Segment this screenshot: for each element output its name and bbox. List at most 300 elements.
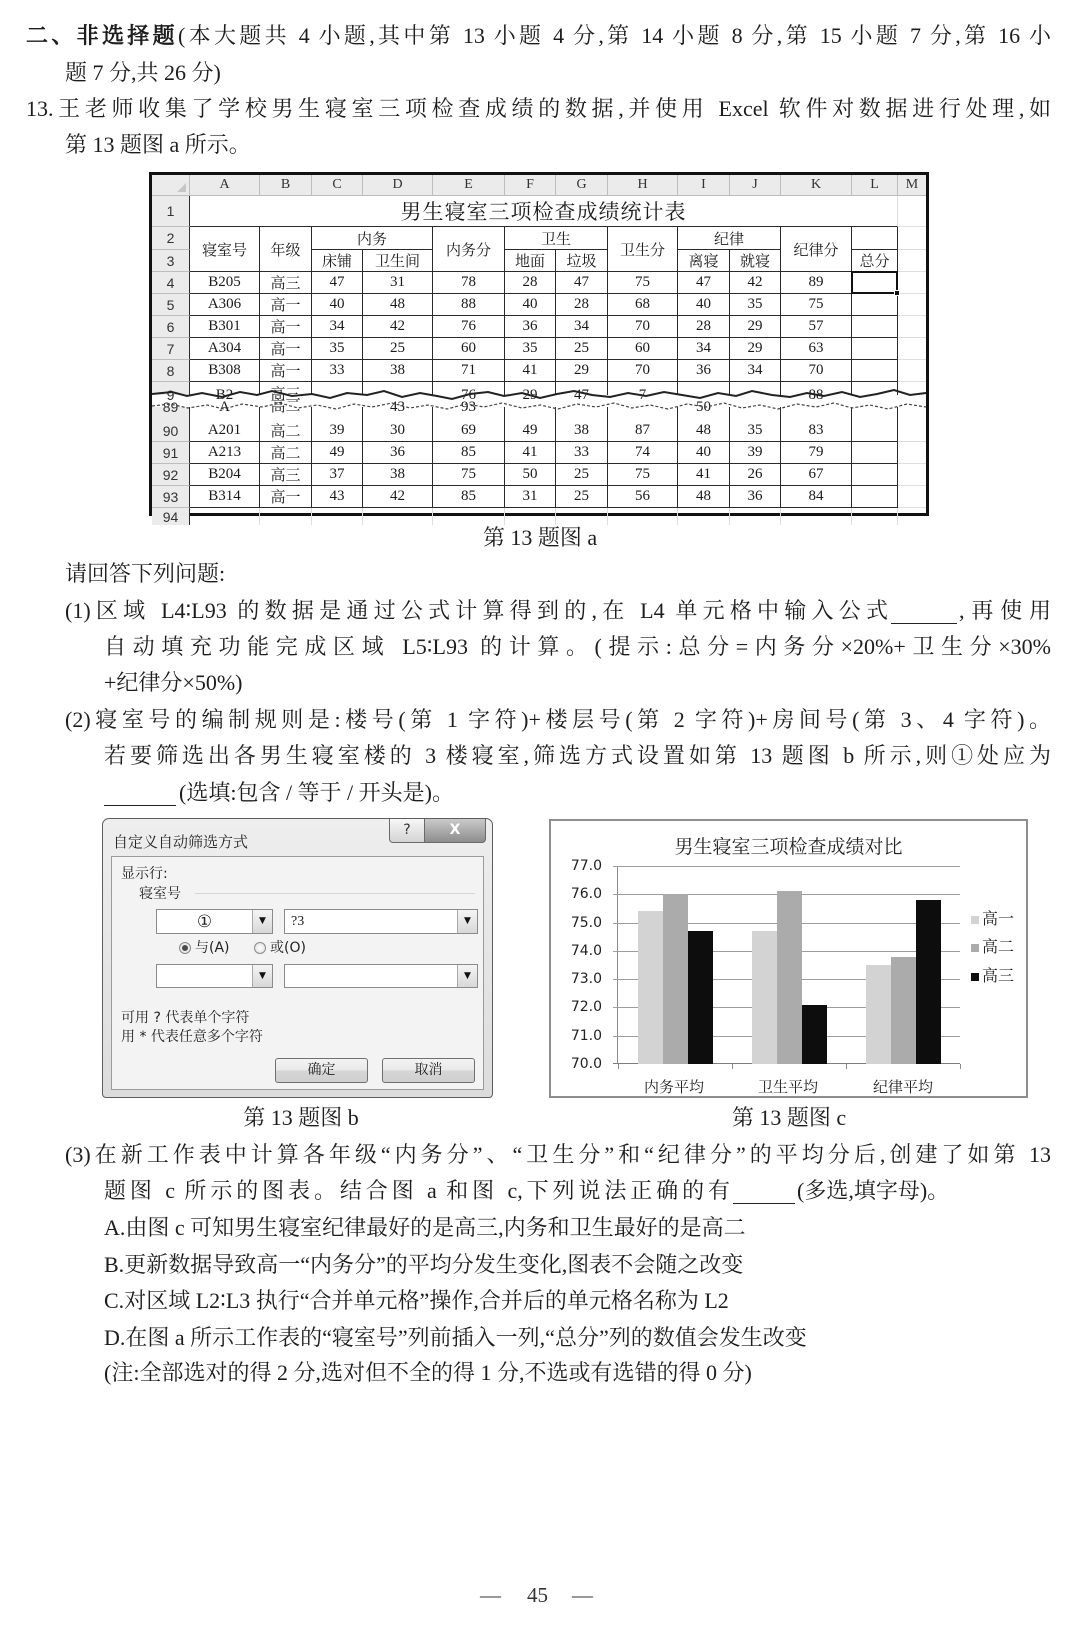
or-radio-label[interactable]: 或(O) [270,940,306,956]
option-text: 在图 a 所示工作表的“寝室号”列前插入一列,“总分”列的数值会发生改变 [125,1325,807,1350]
column-header-i[interactable]: I [678,175,730,196]
bar-grade11-housekeeping [663,894,688,1064]
cell-leave[interactable]: 41 [678,464,730,486]
header-discipline-score[interactable]: 纪律分 [781,227,852,272]
cell-discipline-score[interactable]: 83 [781,420,852,442]
column-header-f[interactable]: F [505,175,556,196]
row-number[interactable]: 3 [152,250,190,272]
cell-dorm-id[interactable]: A304 [190,338,260,360]
legend-item [971,966,1014,986]
cell-m[interactable] [898,227,926,250]
cell-m[interactable] [898,294,926,316]
cell-total[interactable] [852,420,898,442]
empty-cell[interactable] [363,508,433,525]
column-header-c[interactable]: C [312,175,363,196]
field-name-label: 寝室号 [139,886,181,902]
cell-discipline-score[interactable]: 75 [781,294,852,316]
cell-sleep[interactable]: 39 [730,442,781,464]
chevron-down-icon[interactable]: ▼ [457,965,477,987]
cell-trash[interactable]: 25 [556,486,608,508]
table-row [152,294,926,316]
column-header-l[interactable]: L [852,175,898,196]
part3-answer-blank[interactable] [733,1177,795,1204]
condition2-value-input[interactable] [284,964,478,988]
cell-housekeeping-score[interactable]: 75 [433,464,505,486]
cell-grade[interactable]: 高二 [260,442,312,464]
cell-bathroom[interactable]: 31 [363,272,433,294]
cell-text-fragment: 93 [461,399,476,415]
cell-text-fragment: 76 [461,387,476,403]
table-row [152,420,926,442]
row-number[interactable]: 2 [152,227,190,250]
cell-m[interactable] [898,272,926,294]
cell-text-fragment: 47 [574,387,589,403]
and-radio-label[interactable]: 与(A) [195,940,230,956]
cell-bathroom[interactable]: 38 [363,360,433,382]
table-header-row-2 [152,227,926,250]
cell-trash[interactable]: 25 [556,464,608,486]
cell-grade[interactable]: 高一 [260,486,312,508]
chevron-down-icon[interactable]: ▼ [252,910,272,933]
condition2-operator-select[interactable] [156,964,273,988]
condition1-operator-select[interactable] [156,909,273,934]
x-category-label: 纪律平均 [872,1078,933,1096]
cell-text-fragment: B2 [215,387,234,403]
row-number[interactable]: 90 [152,420,190,442]
cell-sleep[interactable]: 26 [730,464,781,486]
q13-intro-line1: 13.王老师收集了学校男生寝室三项检查成绩的数据,并使用 Excel 软件对数据进行处理,如 [26,96,1051,121]
empty-cell[interactable] [190,508,260,525]
header-hygiene-score[interactable]: 卫生分 [608,227,678,272]
cancel-button[interactable]: 取消 [382,1058,475,1083]
table-row [152,360,926,382]
row-number[interactable]: 91 [152,442,190,464]
y-tick-label: 72.0 [570,999,602,1016]
plot-area [617,866,960,1064]
column-header-e[interactable]: E [433,175,505,196]
column-header-a[interactable]: A [190,175,260,196]
cell-m[interactable] [898,360,926,382]
cell-grade[interactable]: 高三 [260,464,312,486]
header-discipline[interactable]: 纪律 [678,227,781,250]
cell-leave[interactable]: 34 [678,338,730,360]
cell-trash[interactable]: 25 [556,338,608,360]
bar-grade10-hygiene [752,931,777,1064]
legend-label: 高一 [982,909,1015,928]
empty-cell[interactable] [852,508,898,525]
group-separator [195,893,475,894]
cell-sleep[interactable]: 29 [730,338,781,360]
cell-bed[interactable]: 34 [312,316,363,338]
cell-leave[interactable]: 48 [678,420,730,442]
cell-total[interactable] [852,316,898,338]
section-title: 二、非选择题 [26,23,178,48]
cell-text-fragment: 高三 [270,387,301,403]
row-number[interactable]: 1 [152,196,190,227]
row-number[interactable]: 6 [152,316,190,338]
cell-sleep[interactable]: 34 [730,360,781,382]
cell-hygiene-score[interactable]: 60 [608,338,678,360]
fill-handle[interactable] [894,290,900,296]
x-tick-mark [618,1064,619,1069]
cell-bathroom[interactable]: 25 [363,338,433,360]
cell-text-fragment: 高二 [270,399,301,415]
cell-m[interactable] [898,196,926,227]
cell-hygiene-score[interactable]: 56 [608,486,678,508]
cell-leave[interactable]: 48 [678,486,730,508]
header-housekeeping[interactable]: 内务 [312,227,433,250]
column-header-k[interactable]: K [781,175,852,196]
cell-text-fragment: 43 [390,399,405,415]
chevron-down-icon[interactable]: ▼ [252,965,272,987]
row-number[interactable]: 8 [152,360,190,382]
table-row [152,442,926,464]
help-button[interactable] [389,819,425,843]
header-floor[interactable]: 地面 [505,250,556,272]
header-bed[interactable]: 床铺 [312,250,363,272]
option-letter: A. [104,1215,126,1240]
cell-m[interactable] [898,486,926,508]
page-dash-left: — [480,1583,501,1607]
cell-dorm-id[interactable]: A213 [190,442,260,464]
part3-line2: 题图 c 所示的图表。结合图 a 和图 c,下列说法正确的有 [104,1178,730,1203]
option-text: 更新数据导致高一“内务分”的平均分发生变化,图表不会随之改变 [124,1252,744,1277]
cell-floor[interactable]: 50 [505,464,556,486]
bar-grade12-hygiene [802,1005,827,1064]
bar-grade10-housekeeping [638,911,663,1064]
cell-bathroom[interactable]: 42 [363,316,433,338]
table-row [152,464,926,486]
condition2-operator-value [157,965,252,987]
empty-cell[interactable] [260,508,312,525]
cell-sleep[interactable]: 42 [730,272,781,294]
cell-trash[interactable]: 34 [556,316,608,338]
cell-dorm-id[interactable]: B301 [190,316,260,338]
cell-grade[interactable]: 高二 [260,420,312,442]
page-number: 45 [527,1583,548,1607]
cell-text-fragment: 29 [522,387,538,403]
or-radio[interactable] [254,942,266,954]
empty-cell[interactable] [678,508,730,525]
cell-bed[interactable]: 33 [312,360,363,382]
empty-cell[interactable] [312,508,363,525]
custom-autofilter-dialog [102,818,493,1098]
table-row [152,316,926,338]
x-category-label: 内务平均 [643,1078,704,1096]
header-hygiene[interactable]: 卫生 [505,227,608,250]
cell-hygiene-score[interactable]: 87 [608,420,678,442]
column-header-d[interactable]: D [363,175,433,196]
corner-triangle-icon [177,183,186,192]
and-radio[interactable] [179,942,191,954]
header-total[interactable]: 总分 [852,250,898,272]
spreadsheet-grid [152,175,926,525]
y-tick-label: 77.0 [570,858,602,874]
cell-bed[interactable]: 35 [312,338,363,360]
option-d [104,1324,807,1352]
cell-sleep[interactable]: 35 [730,294,781,316]
cell-grade[interactable]: 高一 [260,316,312,338]
cell-m[interactable] [898,420,926,442]
cell-floor[interactable]: 28 [505,272,556,294]
wildcard-hint-2: 用 * 代表任意多个字符 [121,1029,263,1045]
cell-dorm-id[interactable]: B205 [190,272,260,294]
cell-grade[interactable]: 高一 [260,360,312,382]
cell-bed[interactable]: 39 [312,420,363,442]
header-bathroom[interactable]: 卫生间 [363,250,433,272]
legend-label: 高三 [982,966,1015,985]
cell-bathroom[interactable]: 38 [363,464,433,486]
bar-grade10-discipline [866,965,891,1064]
cell-dorm-id[interactable]: B314 [190,486,260,508]
empty-cell[interactable] [898,508,926,525]
cell-bed[interactable]: 49 [312,442,363,464]
row-number[interactable]: 92 [152,464,190,486]
header-leave[interactable]: 离寝 [678,250,730,272]
cell-discipline-score[interactable]: 89 [781,272,852,294]
cell-leave[interactable]: 47 [678,272,730,294]
part2-line2: 若要筛选出各男生寝室楼的 3 楼寝室,筛选方式设置如第 13 题图 b 所示,则①处应为 [104,743,1051,768]
cell-floor[interactable]: 41 [505,360,556,382]
row-number[interactable]: 93 [152,486,190,508]
cell-floor[interactable]: 49 [505,420,556,442]
figure-a-caption: 第 13 题图 a [482,525,598,550]
cell-l2[interactable] [852,227,898,250]
figure-c-caption: 第 13 题图 c [731,1105,847,1130]
cell-housekeeping-score[interactable]: 85 [433,486,505,508]
cell-total[interactable] [852,464,898,486]
header-dorm-id[interactable]: 寝室号 [190,227,260,272]
cell-total[interactable] [852,338,898,360]
sheet-title[interactable]: 男生寝室三项检查成绩统计表 [190,196,898,227]
legend-item [971,909,1014,929]
cell-discipline-score[interactable]: 63 [781,338,852,360]
empty-cell[interactable] [781,508,852,525]
cell-discipline-score[interactable]: 57 [781,316,852,338]
chevron-down-icon[interactable]: ▼ [457,910,477,933]
x-tick-mark [846,1064,847,1069]
row-number[interactable]: 7 [152,338,190,360]
question-mark-icon: ? [403,822,411,838]
cell-floor[interactable]: 36 [505,316,556,338]
radio-selected-dot [182,945,188,951]
table-row [152,338,926,360]
chart-title: 男生寝室三项检查成绩对比 [674,836,903,858]
legend-swatch-icon [971,916,979,924]
option-letter: B. [104,1252,125,1277]
cell-m[interactable] [898,464,926,486]
y-tick-label: 71.0 [570,1027,602,1044]
empty-cell[interactable] [608,508,678,525]
question-prompt: 请回答下列问题: [65,561,226,586]
y-tick-label: 73.0 [570,971,602,988]
section-description: (本大题共 4 小题,其中第 13 小题 4 分,第 14 小题 8 分,第 15 小题 7 分,第 16 小 [177,23,1051,48]
cell-sleep[interactable]: 36 [730,486,781,508]
cell-dorm-id[interactable]: A201 [190,420,260,442]
header-housekeeping-score[interactable]: 内务分 [433,227,505,272]
cell-total[interactable] [852,294,898,316]
close-button[interactable] [424,819,486,843]
cell-trash[interactable]: 33 [556,442,608,464]
close-icon: X [449,822,461,838]
row-number-fragment: 9 [166,387,175,403]
cell-trash[interactable]: 38 [556,420,608,442]
bar-grade12-discipline [916,900,941,1064]
torn-rows-gap [152,382,926,420]
cell-m[interactable] [898,442,926,464]
cell-trash[interactable]: 47 [556,272,608,294]
row-number[interactable]: 4 [152,272,190,294]
cell-total[interactable] [852,486,898,508]
cell-housekeeping-score[interactable]: 71 [433,360,505,382]
cell-hygiene-score[interactable]: 74 [608,442,678,464]
cell-bed[interactable]: 40 [312,294,363,316]
q13-intro-line2: 第 13 题图 a 所示。 [65,132,251,157]
spreadsheet-figure-a [149,172,929,525]
cell-m[interactable] [898,338,926,360]
y-tick-label: 76.0 [570,886,602,903]
torn-edge [152,382,926,420]
cell-floor[interactable]: 31 [505,486,556,508]
cell-trash[interactable]: 28 [556,294,608,316]
empty-cell[interactable] [433,508,505,525]
x-category-label: 卫生平均 [757,1078,818,1096]
x-tick-mark [960,1064,961,1069]
part1-line1: (1)区域 L4∶L93 的数据是通过公式计算得到的,在 L4 单元格中输入公式 [65,598,888,623]
option-letter: C. [104,1288,125,1313]
part3-line2-suffix: (多选,填字母)。 [797,1178,950,1203]
selection-border [851,271,898,294]
gridline [613,866,960,867]
cell-hygiene-score[interactable]: 70 [608,360,678,382]
cell-text-fragment: 88 [808,387,824,403]
cell-text-fragment: 50 [696,399,711,415]
condition1-value-input[interactable] [284,909,478,934]
row-number-fragment: 89 [162,399,179,415]
cell-bathroom[interactable]: 48 [363,294,433,316]
cell-bed[interactable]: 37 [312,464,363,486]
column-header-j[interactable]: J [730,175,781,196]
cell-sleep[interactable]: 35 [730,420,781,442]
bar-chart [549,819,1028,1098]
cell-bathroom[interactable]: 36 [363,442,433,464]
cell-total-selected[interactable] [852,272,898,294]
y-tick-label: 70.0 [570,1056,602,1072]
cell-hygiene-score[interactable]: 68 [608,294,678,316]
part2-line1: (2)寝室号的编制规则是:楼号(第 1 字符)+楼层号(第 2 字符)+房间号(第 3、4 字符)。 [65,707,1051,732]
cell-housekeeping-score[interactable]: 88 [433,294,505,316]
select-all-corner[interactable] [152,175,190,196]
cell-dorm-id[interactable]: A306 [190,294,260,316]
cell-grade[interactable]: 高三 [260,272,312,294]
cell-text-fragment: A [219,399,230,415]
cell-housekeeping-score[interactable]: 60 [433,338,505,360]
bar-grade11-hygiene [777,891,802,1064]
option-text: 对区域 L2∶L3 执行“合并单元格”操作,合并后的单元格名称为 L2 [124,1288,729,1313]
cell-trash[interactable]: 29 [556,360,608,382]
part2-line3: (选填:包含 / 等于 / 开头是)。 [179,780,454,805]
part3-line1: (3)在新工作表中计算各年级“内务分”、“卫生分”和“纪律分”的平均分后,创建了如第 13 [65,1142,1051,1167]
legend-label: 高二 [982,937,1015,956]
empty-cell[interactable] [505,508,556,525]
cell-dorm-id[interactable]: B308 [190,360,260,382]
cell-housekeeping-score[interactable]: 76 [433,316,505,338]
cell-floor[interactable]: 35 [505,338,556,360]
cell-bed[interactable]: 47 [312,272,363,294]
cell-dorm-id[interactable]: B204 [190,464,260,486]
cell-leave[interactable]: 40 [678,294,730,316]
option-a [104,1214,746,1242]
column-header-h[interactable]: H [608,175,678,196]
y-tick-label: 74.0 [570,942,602,959]
row-number[interactable]: 94 [152,508,190,525]
cell-floor[interactable]: 40 [505,294,556,316]
cell-leave[interactable]: 40 [678,442,730,464]
cell-bathroom[interactable]: 42 [363,486,433,508]
cell-total[interactable] [852,360,898,382]
cell-m[interactable] [898,316,926,338]
cell-hygiene-score[interactable]: 75 [608,464,678,486]
part1-line3: +纪律分×50%) [104,670,243,695]
table-title-row [152,196,926,227]
table-row [152,486,926,508]
condition1-value: ?3 [291,914,305,929]
option-text: 由图 c 可知男生寝室纪律最好的是高三,内务和卫生最好的是高二 [125,1215,746,1240]
part1-answer-blank[interactable] [891,597,957,624]
section-header-line2: 题 7 分,共 26 分) [65,60,221,85]
cell-discipline-score[interactable]: 70 [781,360,852,382]
cell-m[interactable] [898,250,926,272]
cell-hygiene-score[interactable]: 70 [608,316,678,338]
bar-grade12-housekeeping [688,931,713,1064]
empty-cell[interactable] [556,508,608,525]
cell-housekeeping-score[interactable]: 78 [433,272,505,294]
legend-swatch-icon [971,944,979,952]
cell-bathroom[interactable]: 30 [363,420,433,442]
cell-grade[interactable]: 高一 [260,294,312,316]
cell-grade[interactable]: 高一 [260,338,312,360]
row-number[interactable]: 5 [152,294,190,316]
option-c [104,1287,729,1315]
cell-housekeeping-score[interactable]: 69 [433,420,505,442]
cell-leave[interactable]: 36 [678,360,730,382]
cell-total[interactable] [852,442,898,464]
part2-answer-blank[interactable] [104,779,176,806]
show-rows-label: 显示行: [121,866,168,882]
header-trash[interactable]: 垃圾 [556,250,608,272]
cell-discipline-score[interactable]: 79 [781,442,852,464]
cell-leave[interactable]: 28 [678,316,730,338]
condition2-value [285,965,457,987]
header-grade[interactable]: 年级 [260,227,312,272]
cell-housekeeping-score[interactable]: 85 [433,442,505,464]
header-sleep[interactable]: 就寝 [730,250,781,272]
part1-line1-suffix: ,再使用 [959,598,1051,623]
table-row [152,272,926,294]
ok-button[interactable]: 确定 [275,1058,368,1083]
column-header-b[interactable]: B [260,175,312,196]
cell-discipline-score[interactable]: 84 [781,486,852,508]
cell-bed[interactable]: 43 [312,486,363,508]
cell-hygiene-score[interactable]: 75 [608,272,678,294]
column-header-g[interactable]: G [556,175,608,196]
cell-sleep[interactable]: 29 [730,316,781,338]
scoring-note: (注:全部选对的得 2 分,选对但不全的得 1 分,不选或有选错的得 0 分) [104,1360,752,1385]
cell-discipline-score[interactable]: 67 [781,464,852,486]
empty-cell[interactable] [730,508,781,525]
cell-floor[interactable]: 41 [505,442,556,464]
column-header-m[interactable]: M [898,175,926,196]
